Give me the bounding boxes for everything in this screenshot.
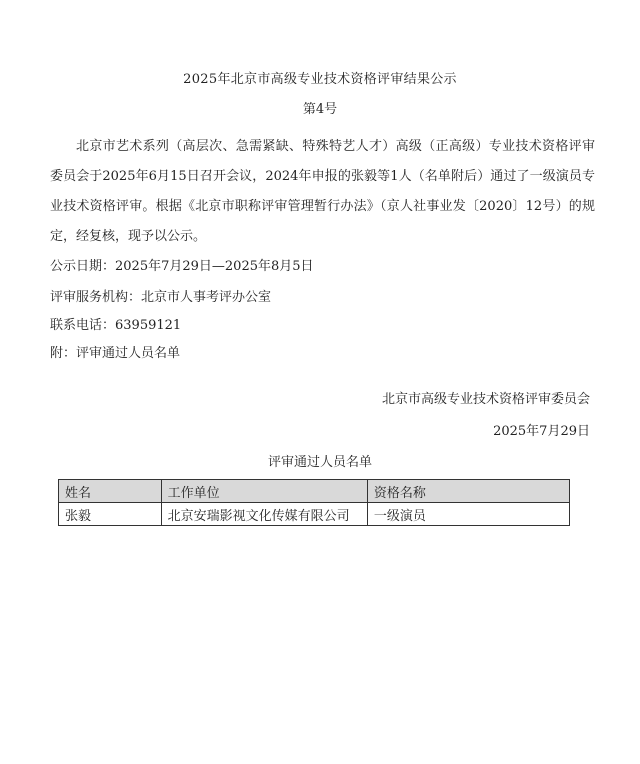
roster-table xyxy=(58,479,570,526)
service-agency: 评审服务机构：北京市人事考评办公室 xyxy=(50,290,272,305)
header-qualification: 资格名称 xyxy=(367,480,569,503)
signature-organization: 北京市高级专业技术资格评审委员会 xyxy=(381,392,590,407)
document-body: 北京市艺术系列（高层次、急需紧缺、特殊特艺人才）高级（正高级）专业技术资格评审委员会于2025年6月15日召开会议，2024年申报的张毅等1人（名单附后）通过了一级演员专业技术资格评审。根据《北京市职称评审管理暂行办法》（京人社事业发〔2020〕12号）的规定，经复核，现予以公示。 xyxy=(50,139,595,244)
cell-qualification: 一级演员 xyxy=(367,503,569,526)
header-name: 姓名 xyxy=(59,480,162,503)
table-row xyxy=(59,503,570,526)
roster-title: 评审通过人员名单 xyxy=(267,455,372,470)
header-employer: 工作单位 xyxy=(161,480,367,503)
publicity-period: 公示日期：2025年7月29日—2025年8月5日 xyxy=(50,259,314,274)
attachment-note: 附：评审通过人员名单 xyxy=(50,346,181,361)
roster-header-row xyxy=(59,480,570,503)
cell-name: 张毅 xyxy=(59,503,162,526)
contact-phone: 联系电话：63959121 xyxy=(50,318,182,333)
document-title: 2025年北京市高级专业技术资格评审结果公示 xyxy=(183,72,457,87)
cell-employer: 北京安瑞影视文化传媒有限公司 xyxy=(161,503,367,526)
document-number: 第4号 xyxy=(302,102,338,117)
signature-date: 2025年7月29日 xyxy=(493,424,590,439)
